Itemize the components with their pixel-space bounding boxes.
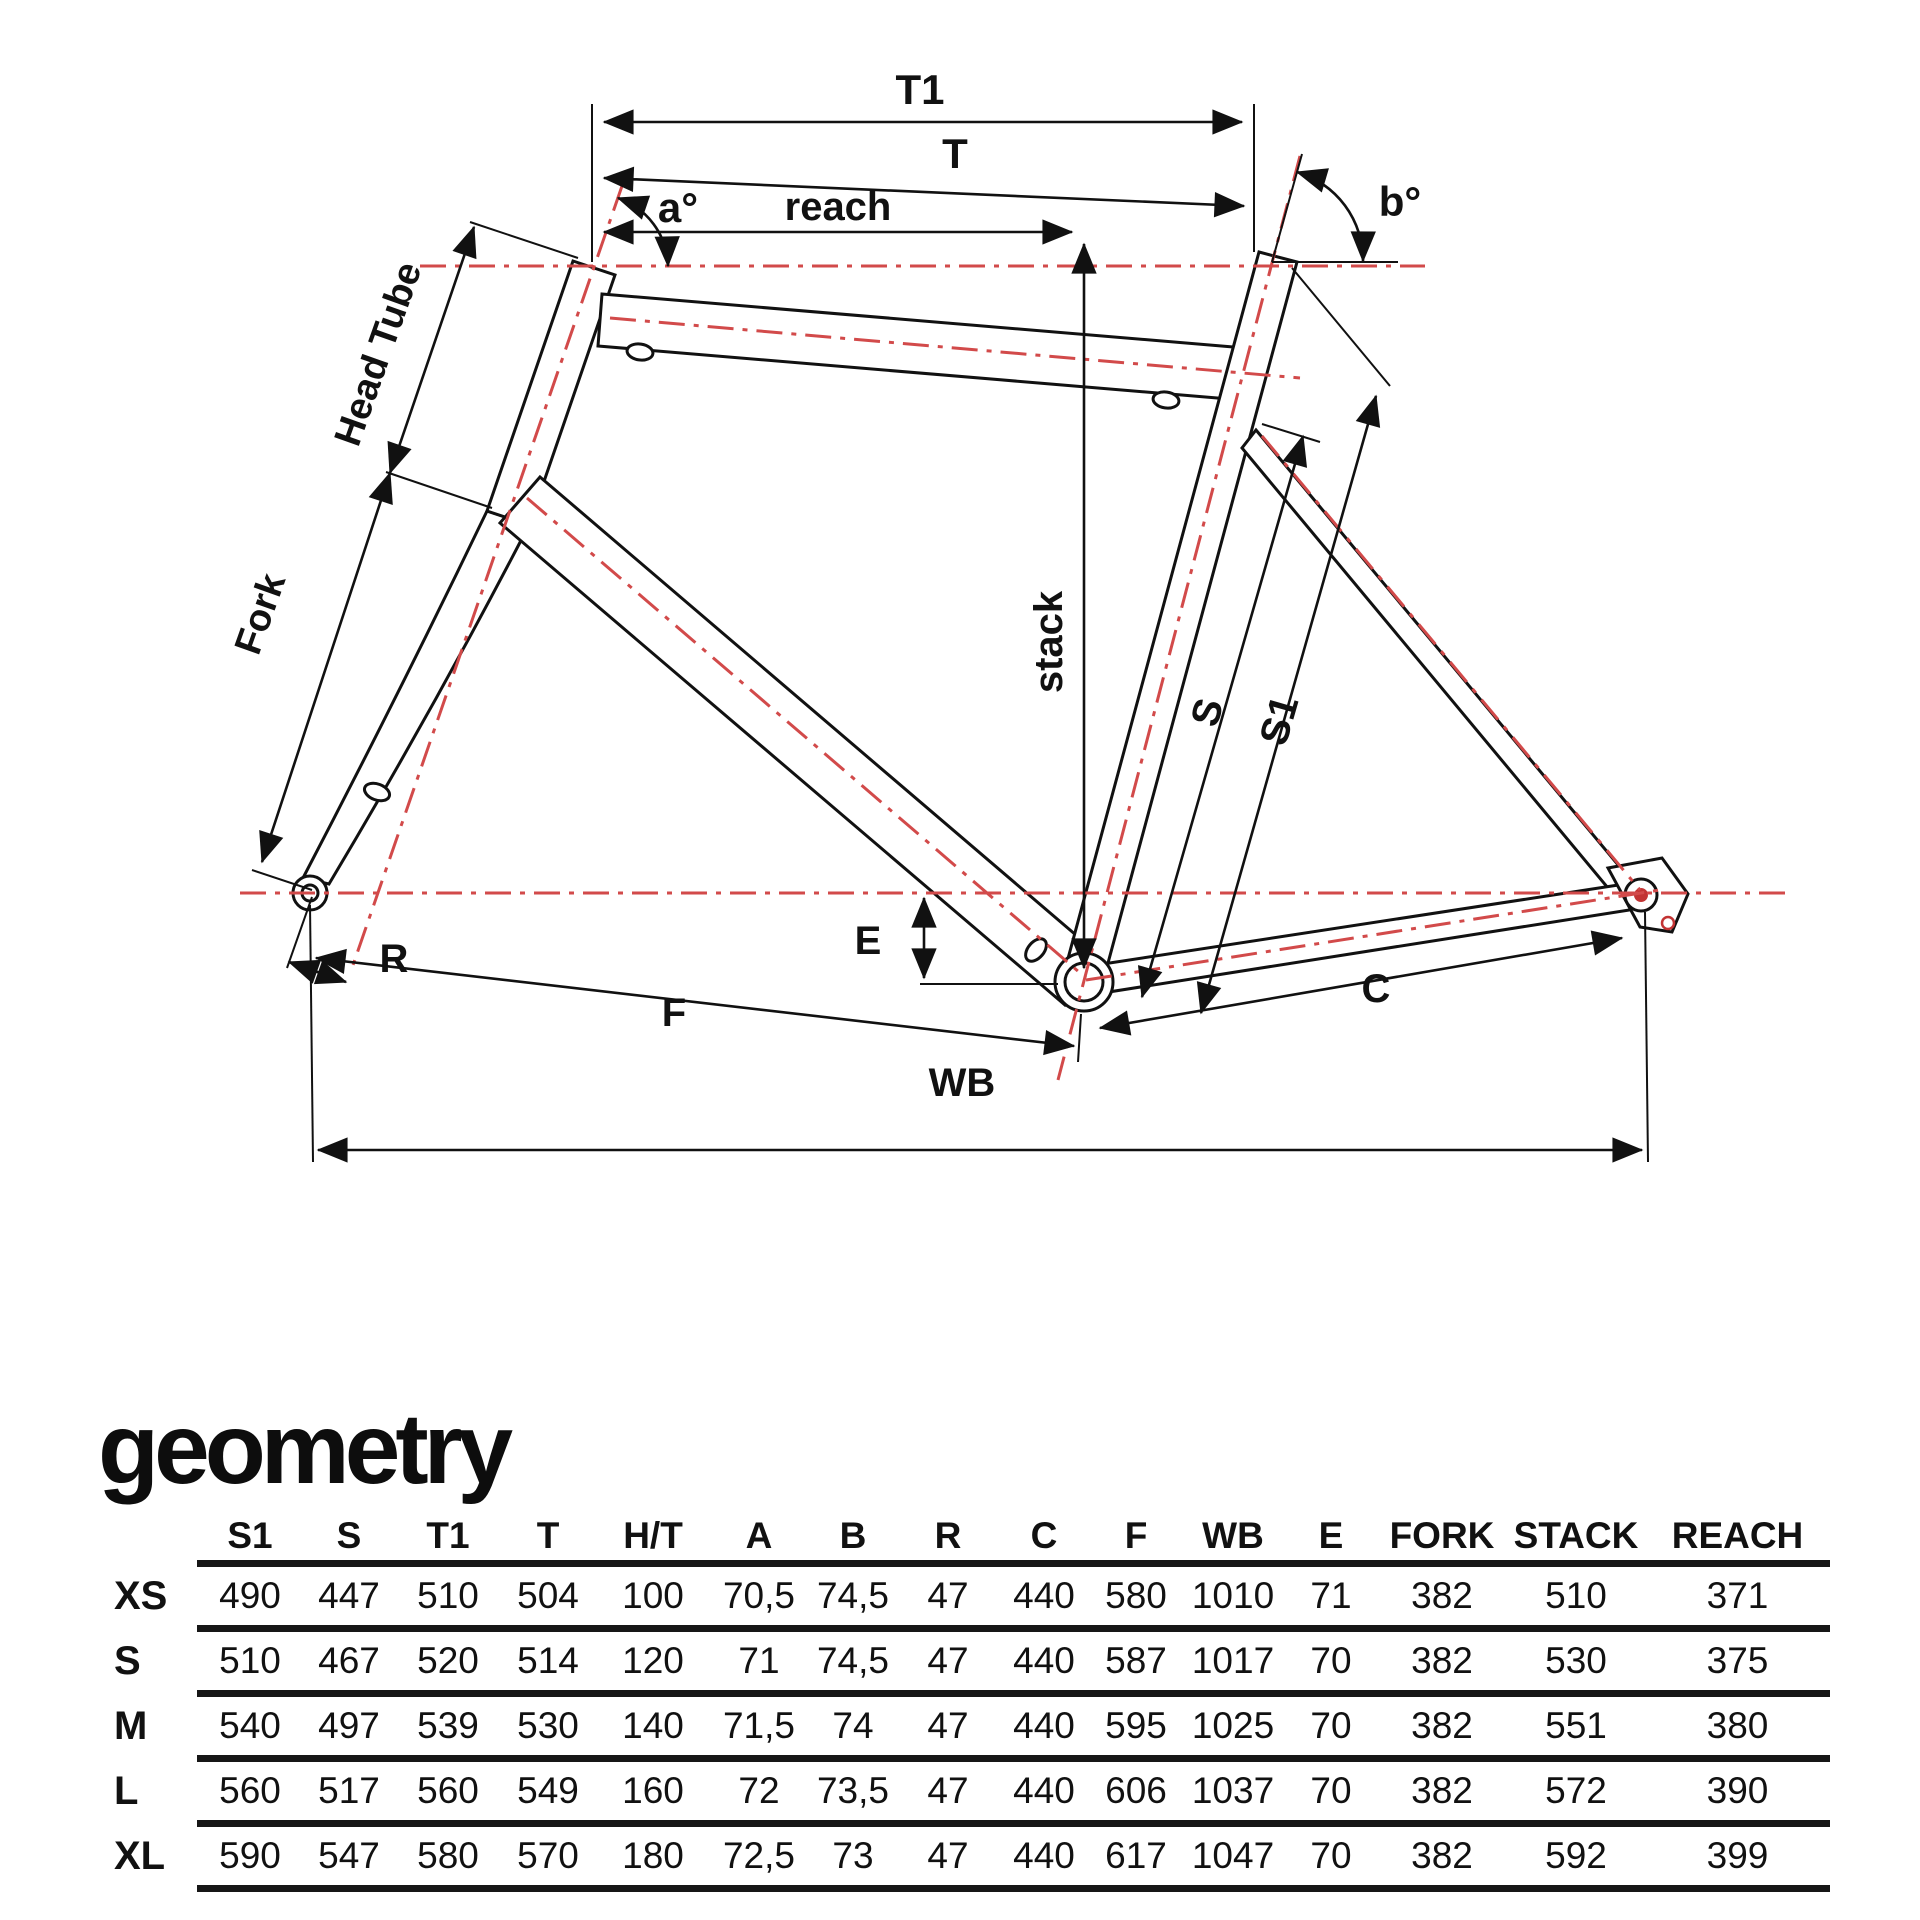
table-cell: 1010 (1181, 1564, 1285, 1629)
table-cell: 47 (899, 1694, 997, 1759)
row-label: M (114, 1703, 148, 1748)
table-cell: 517 (303, 1759, 395, 1824)
table-cell: 382 (1377, 1629, 1507, 1694)
dim-front-center (316, 958, 1074, 1046)
column-header-e: E (1318, 1515, 1344, 1556)
table-cell: 530 (501, 1694, 595, 1759)
table-cell: 447 (303, 1564, 395, 1629)
geometry-table-body (100, 1564, 1830, 1889)
table-cell: 74,5 (807, 1629, 899, 1694)
table-cell: 70 (1285, 1629, 1377, 1694)
table-cell: 540 (197, 1694, 303, 1759)
label-stack: stack (1027, 590, 1071, 694)
column-header-f: F (1124, 1515, 1148, 1556)
label-reach: reach (784, 185, 892, 229)
label-s1: S1 (1251, 690, 1308, 751)
table-cell: 71 (1285, 1564, 1377, 1629)
table-cell: 70 (1285, 1694, 1377, 1759)
derailleur-hanger-hole (1662, 917, 1674, 929)
top-tube (598, 294, 1257, 401)
table-cell: 47 (899, 1629, 997, 1694)
label-fork: Fork (227, 568, 295, 660)
label-t: T (942, 130, 968, 177)
table-corner (100, 1512, 197, 1564)
label-t1: T1 (895, 66, 945, 113)
geometry-table-header (100, 1512, 1830, 1564)
label-r: R (379, 937, 409, 981)
table-cell: 520 (395, 1629, 501, 1694)
table-cell: 490 (197, 1564, 303, 1629)
table-cell: 47 (899, 1824, 997, 1889)
dim-rake (289, 962, 346, 982)
table-cell: 504 (501, 1564, 595, 1629)
table-cell: 70,5 (711, 1564, 807, 1629)
column-header-b: B (839, 1515, 867, 1556)
table-cell: 160 (595, 1759, 711, 1824)
table-cell: 547 (303, 1824, 395, 1889)
table-cell: 570 (501, 1824, 595, 1889)
arc-seat-angle (1297, 172, 1363, 261)
column-header-wb: WB (1202, 1515, 1264, 1556)
table-cell: 375 (1645, 1629, 1830, 1694)
table-cell: 382 (1377, 1564, 1507, 1629)
table-cell: 539 (395, 1694, 501, 1759)
row-label: XS (114, 1573, 168, 1618)
table-cell: 382 (1377, 1759, 1507, 1824)
table-cell: 560 (395, 1759, 501, 1824)
table-cell: 595 (1091, 1694, 1181, 1759)
table-cell: 1017 (1181, 1629, 1285, 1694)
table-cell: 1025 (1181, 1694, 1285, 1759)
table-cell: 440 (997, 1824, 1091, 1889)
section-title: geometry (98, 1393, 509, 1505)
column-header-fork: FORK (1389, 1515, 1495, 1556)
table-cell: 380 (1645, 1694, 1830, 1759)
row-label: XL (114, 1833, 166, 1878)
column-header-a: A (745, 1515, 773, 1556)
table-cell: 371 (1645, 1564, 1830, 1629)
table-cell: 390 (1645, 1759, 1830, 1824)
table-cell: 580 (395, 1824, 501, 1889)
table-cell: 74 (807, 1694, 899, 1759)
label-f: F (661, 991, 687, 1035)
column-header-s1: S1 (227, 1515, 273, 1556)
seat-stay-axis (1262, 436, 1640, 890)
table-cell: 1047 (1181, 1824, 1285, 1889)
table-cell: 440 (997, 1629, 1091, 1694)
geometry-table (100, 1512, 1830, 1892)
table-cell: 71 (711, 1629, 807, 1694)
table-cell: 100 (595, 1564, 711, 1629)
table-cell: 580 (1091, 1564, 1181, 1629)
table-cell: 70 (1285, 1759, 1377, 1824)
table-cell: 72,5 (711, 1824, 807, 1889)
label-s: S (1182, 693, 1233, 732)
table-cell: 587 (1091, 1629, 1181, 1694)
table-cell: 140 (595, 1694, 711, 1759)
dim-t (604, 178, 1244, 206)
table-cell: 180 (595, 1824, 711, 1889)
table-cell: 73 (807, 1824, 899, 1889)
table-cell: 551 (1507, 1694, 1645, 1759)
table-cell: 47 (899, 1759, 997, 1824)
table-cell: 440 (997, 1564, 1091, 1629)
label-wb: WB (928, 1061, 996, 1105)
row-label: S (114, 1638, 141, 1683)
fork-blade (303, 511, 529, 884)
table-cell: 1037 (1181, 1759, 1285, 1824)
column-header-reach: REACH (1671, 1515, 1804, 1556)
table-cell: 71,5 (711, 1694, 807, 1759)
label-angle-b: b° (1378, 178, 1422, 225)
table-row-xs (100, 1564, 1830, 1629)
table-cell: 510 (395, 1564, 501, 1629)
table-cell: 606 (1091, 1759, 1181, 1824)
table-cell: 120 (595, 1629, 711, 1694)
table-cell: 549 (501, 1759, 595, 1824)
label-angle-a: a° (657, 184, 699, 231)
table-row-m (100, 1694, 1830, 1759)
table-cell: 70 (1285, 1824, 1377, 1889)
table-cell: 592 (1507, 1824, 1645, 1889)
table-cell: 530 (1507, 1629, 1645, 1694)
column-header-r: R (934, 1515, 962, 1556)
table-cell: 399 (1645, 1824, 1830, 1889)
label-head-tube: Head Tube (326, 256, 431, 452)
table-cell: 74,5 (807, 1564, 899, 1629)
table-cell: 382 (1377, 1694, 1507, 1759)
column-header-s: S (336, 1515, 362, 1556)
table-cell: 617 (1091, 1824, 1181, 1889)
table-cell: 440 (997, 1759, 1091, 1824)
table-cell: 382 (1377, 1824, 1507, 1889)
table-row-s (100, 1629, 1830, 1694)
column-header-t1: T1 (426, 1515, 470, 1556)
row-label: L (114, 1768, 139, 1813)
table-cell: 572 (1507, 1759, 1645, 1824)
down-tube (500, 477, 1104, 1005)
table-row-xl (100, 1824, 1830, 1889)
table-cell: 590 (197, 1824, 303, 1889)
column-header-stack: STACK (1513, 1515, 1639, 1556)
table-cell: 73,5 (807, 1759, 899, 1824)
down-tube-axis (527, 498, 1086, 978)
table-cell: 510 (197, 1629, 303, 1694)
table-cell: 47 (899, 1564, 997, 1629)
table-cell: 514 (501, 1629, 595, 1694)
table-cell: 497 (303, 1694, 395, 1759)
table-cell: 72 (711, 1759, 807, 1824)
label-e: E (854, 919, 882, 963)
table-cell: 467 (303, 1629, 395, 1694)
column-header-t: T (536, 1515, 560, 1556)
column-header-ht: H/T (623, 1515, 683, 1556)
table-row-l (100, 1759, 1830, 1824)
table-cell: 560 (197, 1759, 303, 1824)
label-c: C (1361, 967, 1391, 1011)
column-header-c: C (1030, 1515, 1058, 1556)
table-cell: 440 (997, 1694, 1091, 1759)
table-cell: 510 (1507, 1564, 1645, 1629)
